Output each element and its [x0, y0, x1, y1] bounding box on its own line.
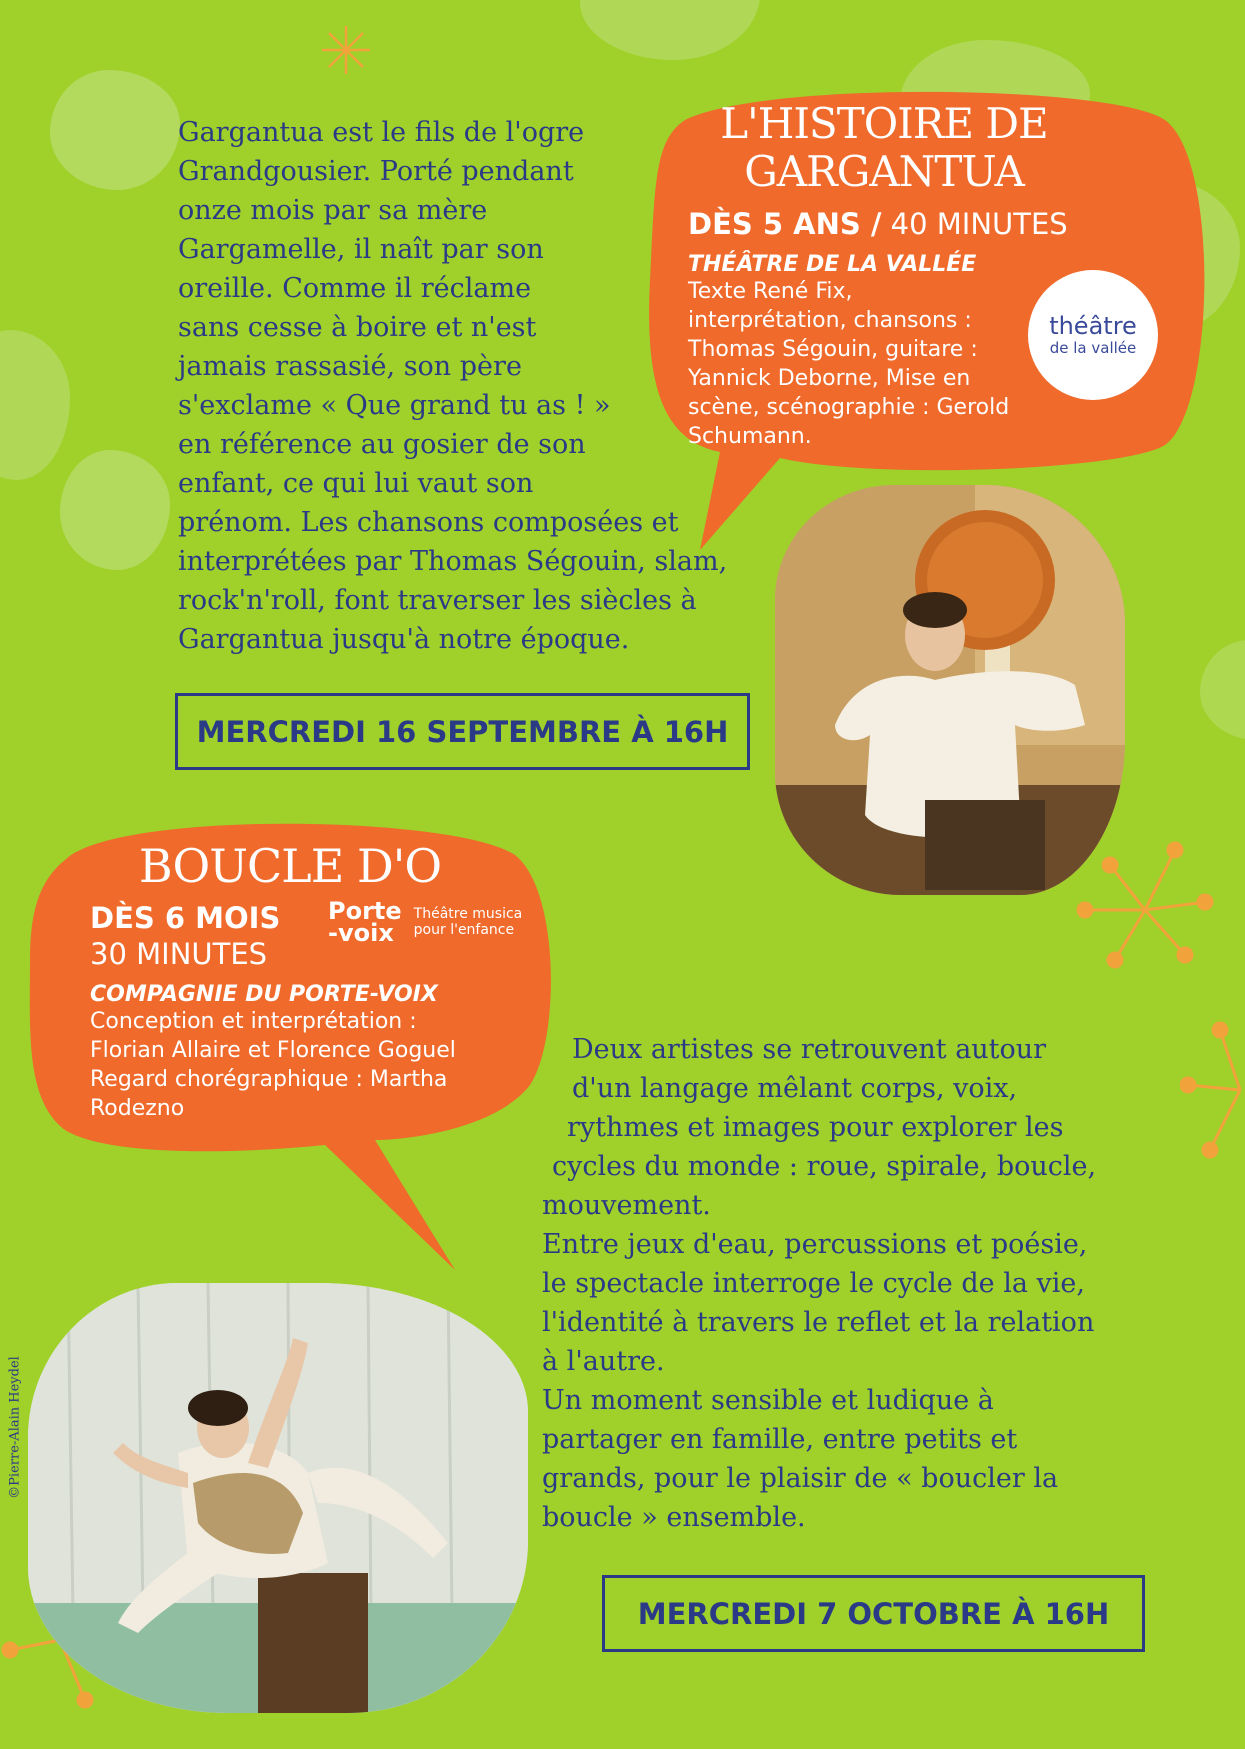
tagline-line: Théâtre musica [413, 906, 523, 922]
credits [688, 277, 1028, 451]
logo-text: -voix [328, 919, 394, 947]
credit-line: Texte René Fix, [688, 279, 853, 304]
text-line: le spectacle interroge le cycle de la vie, [542, 1268, 1085, 1299]
text-line: sans cesse à boire et n'est [178, 312, 537, 343]
credit-line: Regard chorégraphique : Martha [90, 1067, 448, 1092]
company-name: THÉÂTRE DE LA VALLÉE [688, 252, 977, 277]
logo-text: Porte [328, 897, 402, 925]
credit-line: interprétation, chansons : [688, 308, 972, 333]
text-line: à l'autre. [542, 1346, 665, 1377]
text-line: l'identité à travers le reflet et la relation [542, 1307, 1095, 1338]
text-line: Grandgousier. Porté pendant [178, 156, 574, 187]
show-title: BOUCLE D'O [138, 839, 442, 893]
credit-line: Rodezno [90, 1096, 185, 1121]
credit-line: Florian Allaire et Florence Goguel [90, 1038, 456, 1063]
text-line: Gargantua est le fils de l'ogre [178, 117, 585, 148]
porte-voix-logo [328, 897, 523, 947]
title-line: L'HISTOIRE DE [720, 99, 1048, 148]
age-label: DÈS 6 MOIS [90, 901, 281, 935]
age-duration [90, 900, 320, 972]
credits [90, 1007, 530, 1123]
boucle-date-box [602, 1575, 1145, 1652]
text-line: boucle » ensemble. [542, 1502, 806, 1533]
text-line: interprétées par Thomas Ségouin, slam, [178, 546, 728, 577]
text-line: prénom. Les chansons composées et [178, 507, 679, 538]
text-line: enfant, ce qui lui vaut son [178, 468, 534, 499]
text-line: partager en famille, entre petits et [542, 1424, 1018, 1455]
text-line: Gargamelle, il naît par son [178, 234, 544, 265]
text-line: s'exclame « Que grand tu as ! » [178, 390, 611, 421]
text-line: grands, pour le plaisir de « boucler la [542, 1463, 1059, 1494]
credit-line: scène, scénographie : Gerold [688, 395, 1010, 420]
text-line: jamais rassasié, son père [178, 351, 522, 382]
boucle-description [542, 1030, 1142, 1537]
date-text: MERCREDI 16 SEPTEMBRE À 16H [196, 714, 729, 749]
text-line: oreille. Comme il réclame [178, 273, 532, 304]
gargantua-photo [775, 485, 1125, 895]
credit-line: Thomas Ségouin, guitare : [688, 337, 978, 362]
photo-illustration [775, 485, 1125, 895]
background-blob [580, 0, 760, 60]
tagline-line: pour l'enfance [413, 922, 515, 938]
credit-line: Yannick Deborne, Mise en [688, 366, 971, 391]
text-line: Un moment sensible et ludique à [542, 1385, 994, 1416]
background-blob [60, 450, 170, 570]
sparkle-star-icon [1180, 1010, 1245, 1170]
credit-line: Schumann. [688, 424, 812, 449]
date-text: MERCREDI 7 OCTOBRE À 16H [637, 1596, 1110, 1631]
age-logo-row [90, 897, 530, 972]
photo-illustration [28, 1283, 528, 1713]
text-line: Gargantua jusqu'à notre époque. [178, 624, 630, 655]
boucle-photo [28, 1283, 528, 1713]
text-line: cycles du monde : roue, spirale, boucle, [552, 1151, 1097, 1182]
logo-tagline [414, 906, 523, 938]
sparkle-star-icon [1075, 840, 1215, 980]
show-title [680, 100, 1088, 196]
credit-line: Conception et interprétation : [90, 1009, 417, 1034]
text-line: onze mois par sa mère [178, 195, 488, 226]
background-blob [50, 70, 180, 190]
company-name: COMPAGNIE DU PORTE-VOIX [90, 982, 438, 1007]
text-line: en référence au gosier de son [178, 429, 586, 460]
background-blob [1200, 640, 1245, 740]
gargantua-info-bubble [688, 100, 1088, 451]
text-line: d'un langage mêlant corps, voix, [572, 1073, 1018, 1104]
porte-voix-wordmark [328, 897, 402, 947]
logo-text: de la vallée [1049, 339, 1137, 357]
text-line: Deux artistes se retrouvent autour [572, 1034, 1047, 1065]
text-line: Entre jeux d'eau, percussions et poésie, [542, 1229, 1088, 1260]
text-line: mouvement. [542, 1190, 711, 1221]
duration-label: 40 MINUTES [890, 207, 1068, 241]
background-blob [0, 330, 70, 480]
photo-credit [0, 1320, 30, 1540]
photo-credit-text: ©Pierre-Alain Heydel [7, 1356, 23, 1499]
text-line: rock'n'roll, font traverser les siècles à [178, 585, 697, 616]
duration-label: 30 MINUTES [90, 937, 268, 971]
text-line: rythmes et images pour explorer les [567, 1112, 1064, 1143]
sparkle-star-icon [318, 22, 374, 78]
theatre-logo [1028, 270, 1158, 400]
age-label: DÈS 5 ANS / [688, 207, 882, 241]
title-line: GARGANTUA [744, 147, 1024, 196]
logo-text: théâtre [1049, 312, 1137, 340]
boucle-info-bubble [90, 839, 530, 1123]
gargantua-date-box [175, 693, 750, 770]
age-duration [688, 206, 1088, 242]
